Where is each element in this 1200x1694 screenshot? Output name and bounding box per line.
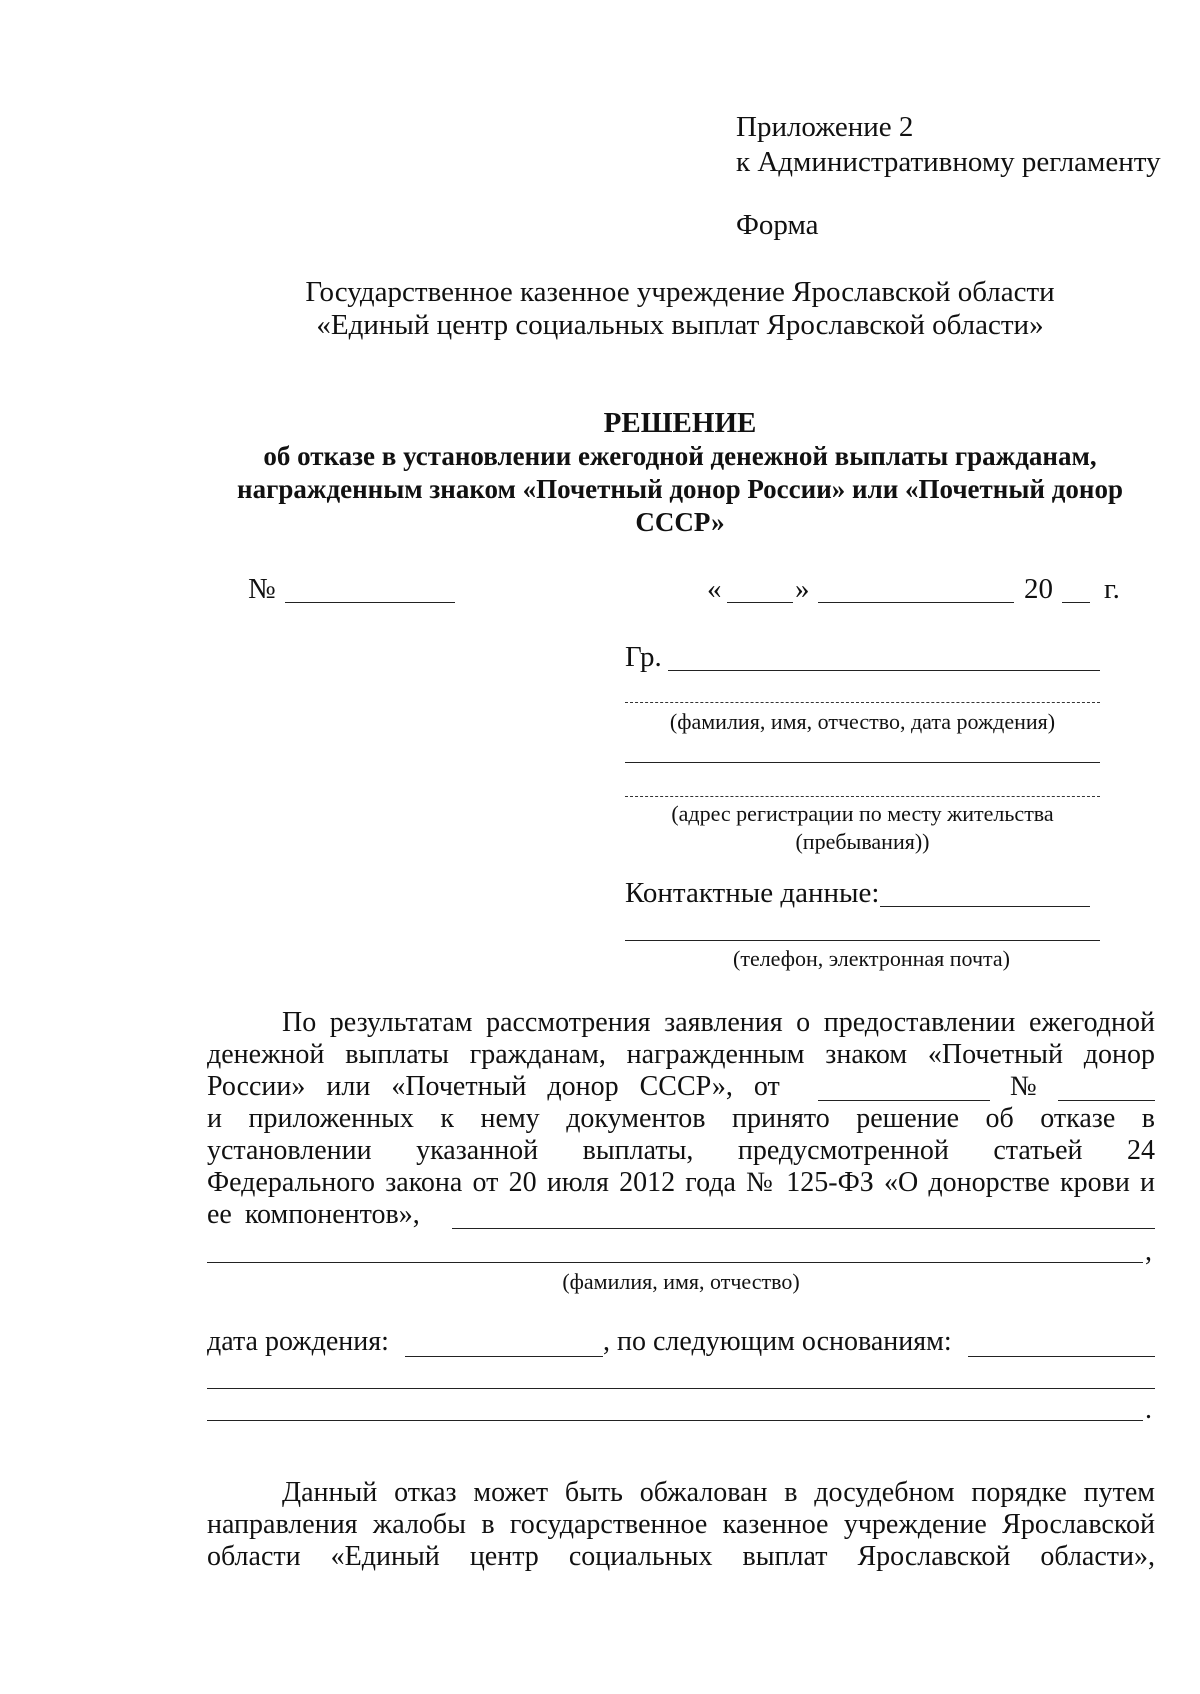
appeal-line-3: области «Единый центр социальных выплат Ярославской области», [207,1541,1155,1572]
body-line-3: России» или «Почетный донор СССР», от [207,1071,780,1102]
application-number-field[interactable] [1058,1100,1155,1101]
recipient-comma: , [1145,1236,1152,1267]
document-subtitle-line-2: награжденным знаком «Почетный донор России» или «Почетный донор [237,474,1123,504]
body-line-7: ее компонентов», [207,1199,420,1230]
body-line-6: Федерального закона от 20 июля 2012 года № 125-ФЗ «О донорстве крови и [207,1167,1155,1198]
regulation-reference: к Административному регламенту [736,146,1161,178]
institution-name: Государственное казенное учреждение Ярославской области [305,276,1055,308]
day-quote-open: « [707,573,722,605]
number-sign: № [248,573,276,605]
month-field[interactable] [818,602,1014,603]
body-line-4: и приложенных к нему документов принято решение об отказе в [207,1103,1155,1134]
form-label: Форма [736,209,819,241]
appeal-line-2: направления жалобы в государственное казенное учреждение Ярославской [207,1509,1155,1540]
citizen-name-field[interactable] [668,670,1100,671]
application-date-field[interactable] [818,1100,990,1101]
document-subtitle-line-1: об отказе в установлении ежегодной денежной выплаты гражданам, [263,441,1097,471]
recipient-name-caption: (фамилия, имя, отчество) [562,1269,800,1294]
day-field[interactable] [727,602,793,603]
recipient-name-field-line-1[interactable] [452,1228,1155,1229]
birth-date-label: дата рождения: [207,1326,389,1357]
address-caption-continued: (пребывания)) [795,829,930,854]
body-line-2: денежной выплаты гражданам, награжденным знаком «Почетный донор [207,1039,1155,1070]
grounds-field-line-3[interactable] [207,1420,1143,1421]
grounds-field-line-1[interactable] [968,1356,1155,1357]
application-number-sign: № [1010,1071,1037,1102]
year-prefix: 20 [1024,573,1053,605]
grounds-field-line-2[interactable] [207,1388,1155,1389]
body-line-1: По результатам рассмотрения заявления о предоставлении ежегодной [282,1007,1155,1038]
number-field[interactable] [285,602,455,603]
grounds-label: , по следующим основаниям: [603,1326,952,1357]
contacts-field[interactable] [880,906,1090,907]
year-field[interactable] [1062,602,1090,603]
contacts-field-line-2[interactable] [625,940,1100,941]
grounds-period: . [1145,1394,1152,1425]
citizen-name-field-line-2[interactable] [625,702,1100,703]
address-field-line-2[interactable] [625,796,1100,797]
appendix-label: Приложение 2 [736,111,914,143]
document-subtitle-line-3: СССР» [635,507,725,537]
day-quote-close: » [795,573,810,605]
document-title: РЕШЕНИЕ [603,407,757,439]
address-caption: (адрес регистрации по месту жительства [671,801,1054,826]
contacts-label: Контактные данные: [625,877,880,909]
appeal-line-1: Данный отказ может быть обжалован в досудебном порядке путем [282,1477,1155,1508]
citizen-name-caption: (фамилия, имя, отчество, дата рождения) [669,709,1056,734]
birth-date-field[interactable] [405,1356,603,1357]
recipient-name-field-line-2[interactable] [207,1262,1143,1263]
contacts-caption: (телефон, электронная почта) [733,946,1010,971]
year-suffix: г. [1104,573,1120,605]
citizen-label: Гр. [625,641,662,673]
institution-short-name: «Единый центр социальных выплат Ярославской области» [316,309,1044,341]
address-field-line-1[interactable] [625,762,1100,763]
body-line-5: установлении указанной выплаты, предусмотренной статьей 24 [207,1135,1155,1166]
